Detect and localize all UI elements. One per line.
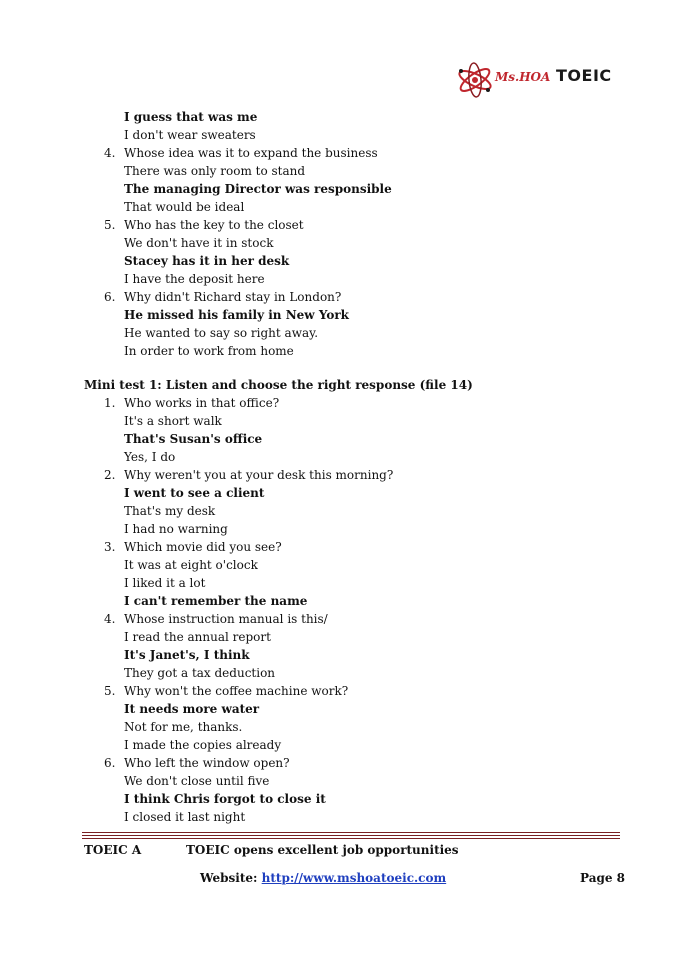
mini-test-item-option-text: We don't close until five xyxy=(124,774,270,788)
footer-website xyxy=(200,870,446,886)
mini-test-item-option xyxy=(0,736,700,754)
mini-test-item-option xyxy=(0,484,700,502)
mini-test-item-option-text: I had no warning xyxy=(124,522,228,536)
mini-test-item-option xyxy=(0,808,700,826)
website-label: Website: xyxy=(200,871,258,885)
footer-tagline: TOEIC opens excellent job opportunities xyxy=(186,843,459,857)
mini-test-item-option xyxy=(0,664,700,682)
mini-test-item-option xyxy=(0,790,700,808)
mini-test-item-question-text: Whose instruction manual is this/ xyxy=(124,612,328,626)
item-question xyxy=(0,144,700,162)
mini-test-item-option xyxy=(0,574,700,592)
logo-text: Ms.HOA xyxy=(495,70,551,84)
mini-test-item-option-text: It's Janet's, I think xyxy=(124,648,250,662)
mini-test-item-question-text: Why won't the coffee machine work? xyxy=(124,684,349,698)
mini-test-item-option xyxy=(0,700,700,718)
mini-test-item-option xyxy=(0,412,700,430)
mini-test-item-option xyxy=(0,592,700,610)
item-question xyxy=(0,288,700,306)
footer-rule-bottom xyxy=(82,838,620,839)
item-option xyxy=(0,162,700,180)
document-body xyxy=(0,108,700,826)
mini-test-item-option-text: I read the annual report xyxy=(124,630,271,644)
item-question-text: Whose idea was it to expand the business xyxy=(124,146,378,160)
footer-left: TOEIC A xyxy=(84,843,142,857)
section-heading: Mini test 1: Listen and choose the right response (file 14) xyxy=(84,378,473,392)
mini-test-item-question xyxy=(0,466,700,484)
mini-test-item-option-text: I went to see a client xyxy=(124,486,265,500)
question-number: 1. xyxy=(104,396,116,410)
item-option-text: He missed his family in New York xyxy=(124,308,349,322)
item-option xyxy=(0,180,700,198)
question-number: 5. xyxy=(104,218,116,232)
item-question-text: Why didn't Richard stay in London? xyxy=(124,290,342,304)
mini-test-item-option-text: I think Chris forgot to close it xyxy=(124,792,326,806)
mini-test-item-option-text: I made the copies already xyxy=(124,738,282,752)
mini-test-item-question xyxy=(0,682,700,700)
mini-test-item-question-text: Who works in that office? xyxy=(124,396,280,410)
mini-test-item-option-text: Yes, I do xyxy=(124,450,176,464)
item-option-text: We don't have it in stock xyxy=(124,236,274,250)
logo-atom-icon xyxy=(455,62,495,98)
item-option xyxy=(0,198,700,216)
question-number: 3. xyxy=(104,540,116,554)
item-question xyxy=(0,216,700,234)
item-option xyxy=(0,306,700,324)
mini-test-item-option-text: It was at eight o'clock xyxy=(124,558,258,572)
mini-test-item-option-text: That's Susan's office xyxy=(124,432,263,446)
mini-test-item-option-text: That's my desk xyxy=(124,504,216,518)
question-number: 2. xyxy=(104,468,116,482)
logo xyxy=(455,62,620,98)
item-option-text: There was only room to stand xyxy=(124,164,306,178)
mini-test-item-option-text: I closed it last night xyxy=(124,810,246,824)
item-option-text: He wanted to say so right away. xyxy=(124,326,319,340)
question-number: 5. xyxy=(104,684,116,698)
mini-test-item-option xyxy=(0,772,700,790)
mini-test-item-question-text: Who left the window open? xyxy=(124,756,290,770)
item-option-text: The managing Director was responsible xyxy=(124,182,392,196)
mini-test-item-option xyxy=(0,556,700,574)
footer-rule-mid xyxy=(82,835,620,836)
item-option xyxy=(0,324,700,342)
page-number: Page 8 xyxy=(580,871,626,885)
item-option-text: I have the deposit here xyxy=(124,272,265,286)
mini-test-item-option xyxy=(0,520,700,538)
item-option xyxy=(0,108,700,126)
mini-test-item-option-text: It needs more water xyxy=(124,702,260,716)
question-number: 6. xyxy=(104,290,116,304)
item-option-text: Stacey has it in her desk xyxy=(124,254,290,268)
mini-test-item-question xyxy=(0,394,700,412)
item-option-text: I guess that was me xyxy=(124,110,258,124)
mini-test-item-question xyxy=(0,610,700,628)
question-number: 4. xyxy=(104,146,116,160)
item-option xyxy=(0,252,700,270)
mini-test-item-option xyxy=(0,646,700,664)
mini-test-item-question xyxy=(0,754,700,772)
logo-brand: TOEIC xyxy=(556,66,612,85)
mini-test-item-option xyxy=(0,448,700,466)
mini-test-item-option-text: They got a tax deduction xyxy=(124,666,276,680)
question-number: 4. xyxy=(104,612,116,626)
mini-test-item-option-text: Not for me, thanks. xyxy=(124,720,243,734)
mini-test-item-option xyxy=(0,718,700,736)
footer-rule-top xyxy=(82,832,620,833)
item-option xyxy=(0,270,700,288)
mini-test-item-option xyxy=(0,628,700,646)
item-option-text: That would be ideal xyxy=(124,200,245,214)
item-option-text: I don't wear sweaters xyxy=(124,128,256,142)
mini-test-item-option-text: I can't remember the name xyxy=(124,594,308,608)
item-option xyxy=(0,126,700,144)
mini-test-item-option xyxy=(0,430,700,448)
item-option-text: In order to work from home xyxy=(124,344,294,358)
website-link[interactable]: http://www.mshoatoeic.com xyxy=(261,871,447,885)
item-question-text: Who has the key to the closet xyxy=(124,218,304,232)
mini-test-item-question xyxy=(0,538,700,556)
mini-test-item-option-text: I liked it a lot xyxy=(124,576,206,590)
mini-test-item-option xyxy=(0,502,700,520)
mini-test-item-option-text: It's a short walk xyxy=(124,414,222,428)
mini-test-item-question-text: Which movie did you see? xyxy=(124,540,282,554)
item-option xyxy=(0,234,700,252)
mini-test-item-question-text: Why weren't you at your desk this morning? xyxy=(124,468,394,482)
question-number: 6. xyxy=(104,756,116,770)
item-option xyxy=(0,342,700,360)
